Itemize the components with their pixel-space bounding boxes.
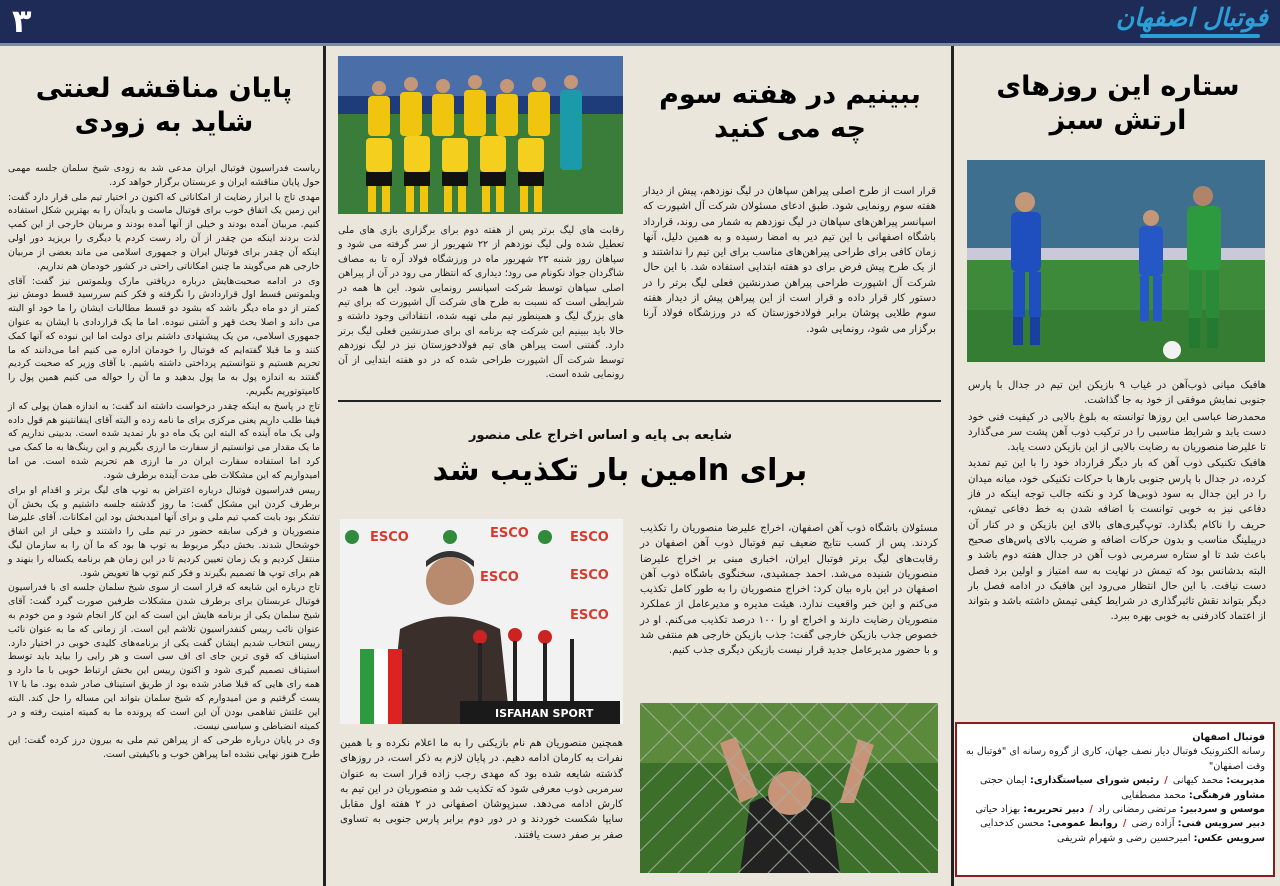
center-top-headline-line1: ببینیم در هفته سوم: [659, 79, 921, 110]
svg-text:ESCO: ESCO: [570, 568, 609, 583]
logo-swash-icon: [1140, 34, 1260, 38]
top-divider: [0, 43, 1280, 46]
credits-value: محمد مصطفایی: [1121, 789, 1186, 801]
section-divider: [338, 400, 941, 402]
center-bottom-kicker: شایعه بی پایه و اساس اخراج علی منصور: [468, 428, 732, 443]
credits-label: مدیریت:: [1226, 775, 1265, 787]
left-paragraph: رییس فدراسیون فوتبال درباره اعتراض به توپ های لیگ برتر و اقدام او برای برطرف کردن این مشکل گفت: ما روز گذشته جلسه داشتیم و یک بخش آن تشکر بود بابت کمپ تیم ملی و برای آنها امیدبخش بود این امکانات. آقای علیرضا منصوریان و فرکی سابقه حضور در تیم ملی را داشتند و خیلی از این اتفاق خوشحال شدند. بخش دیگر مربوط به توپ ها بود که ما آن را به سازمان لیگ منتقل کردیم و یک زمان تعیین کردیم تا در این زمان هم برنامه یکساله را بنهند و هم برای توپ ها تصمیم بگیرند و فکر کنم توپ ها تعویض شود.: [8, 484, 320, 579]
credits-separator-icon: /: [1089, 803, 1093, 815]
center-top-body-right: [643, 184, 936, 338]
column-rule-right: [951, 46, 954, 886]
left-headline-line1: پایان مناقشه لعنتی: [35, 73, 293, 104]
publication-logo: فوتبال اصفهان: [1115, 3, 1268, 32]
credits-value: ایمان حجتی: [980, 775, 1027, 787]
center-bottom-body-right: [640, 521, 938, 660]
center-top-headline-line2: چه می کنید: [713, 112, 866, 144]
credits-label: موسس و سردبیر:: [1179, 803, 1265, 815]
svg-text:ESCO: ESCO: [480, 570, 519, 585]
left-paragraph: تاج در پاسخ به اینکه چقدر درخواست داشته اند گفت: به اندازه همان پولی که از فیفا طلب داریم یعنی مرکزی برای ما نامه زده و البته آقای اینفانتینو هم قول داده ولی یک ماه آینده که البته این یک ماه دو بار تمدید شده است. بدبینی نداریم که ما یک مقدار می توانستیم از سفارت ما ارزی بگیریم و این رینگ‌ها به ما کمک می کرد اما استفاده سفارت ایران در ما ارزی هم تحریم شده است. من اما امیدواریم که این مشکلات طی مدت آینده برطرف شود.: [8, 400, 320, 481]
coach-fence-photo: [640, 703, 938, 873]
center-bottom-paragraph: همچنین منصوریان هم نام بازیکنی را به ما اعلام نکرده و با همین نفرات به کارمان ادامه دهیم. در پایان لازم به ذکر است، در روزهای گذشته شایعه شده بود که مهدی رجب زاده قرار است به عنوان سرمربی ذوب معرفی شود که تکذیب شد و منصوریان در این تیم به کارش ادامه می‌دهد. سبزپوشان اصفهانی در ۲ هفته اول مقابل سایپا شکست خوردند و در دور دوم برابر پارس جنوبی به تساوی صفر بر صفر دست یافتند.: [340, 738, 623, 841]
team-photo-yellow: [338, 56, 623, 214]
center-top-paragraph: رقابت های لیگ برتر پس از هفته دوم برای برگزاری بازی های ملی تعطیل شده ولی لیگ نوزدهم از ۲۲ شهریور از سر گرفته می شود و سپاهان روز شنبه ۲۳ شهریور ماه در ورزشگاه فولاد آره تا به مصاف شاگردان جواد نکونام می رود؛ دیداری که انتظار می رود در آن از پیراهن اصلی سپاهان توسط شرکت اسپانسر رونمایی شود. این ها همه در شرایطی است که نسبت به طرح های شرکت آل اشپورت که برای تیم های بزرگ لیگ و همینطور تیم ملی تهیه شده، انتقاداتی وجود داشته و حالا باید ببینیم این شرکت چه برنامه ای برای صدرنشین فعلی لیگ برتر دارد. گفتنی است پیراهن های تیم فولادخوزستان نیز در لیگ نوزدهم توسط شرکت آل اشپورت طراحی شده که در دو هفته ابتدایی از آن رونمایی شده است.: [338, 225, 625, 380]
credits-value: بهزاد حیاتی: [975, 803, 1021, 815]
credits-label: سرویس عکس:: [1193, 832, 1265, 844]
credits-label: دبیر سرویس فنی:: [1177, 818, 1265, 830]
svg-text:ESCO: ESCO: [570, 530, 609, 545]
column-rule-left: [323, 46, 326, 886]
center-top-body-left: [338, 224, 624, 383]
right-paragraph: محمدرضا عباسی این روزها توانسته به بلوغ بالایی در کیفیت فنی خود دست یابد و شرایط مناسبی را در ترکیب ذوب آهن پشت سر می‌گذارد تا علیرضا منصوریان به رضایت بالایی از این بازیکن دست یابد.: [968, 411, 1266, 454]
right-headline-line2: ارتش سبز: [1049, 104, 1187, 136]
center-bottom-paragraph: مسئولان باشگاه ذوب آهن اصفهان، اخراج علیرضا منصوریان را تکذیب کردند. پس از کسب نتایج ضعیف تیم فوتبال ذوب آهن اصفهان در رقابت‌های لیگ برتر فوتبال ایران، اخباری مبنی بر اخراج علیرضا منصوریان شنیده می‌شد. احمد جمشیدی، سخنگوی باشگاه ذوب آهن اصفهان در این باره بیان کرد: اخراج منصوریان را به طور کامل تکذیب می‌کنم و این خبر واقعیت ندارد. هیئت مدیره و مدیرعامل از عملکرد منصوریان رضایت دارند و اخراج او را ۱۰۰ درصد تکذیب می‌کنم. او در خصوص جذب بازیکن خارجی گفت: جذب بازیکن خارجی هم منتفی شد و با حضور مدیرعامل جدید قرار نیست بازیکن دیگری جذب کنیم.: [640, 523, 938, 657]
left-paragraph: ریاست فدراسیون فوتبال ایران مدعی شد به زودی شیخ سلمان جلسه مهمی حول پایان مناقشه ایران و عربستان برگزار خواهد کرد.: [8, 163, 320, 188]
right-headline-line1: ستاره این روزهای: [996, 71, 1240, 102]
credits-label: رئیس شورای سیاستگذاری:: [1030, 775, 1160, 787]
top-banner: [0, 0, 1280, 43]
right-paragraph: هافبک تکنیکی ذوب آهن که بار دیگر قرارداد خود را با این تیم تمدید کرده، در جدال با پارس جنوبی بارها با حرکات تکنیکی خود، میانه میدان را در این جدال به سود ذوبی‌ها کرد و نکته جالب توجه اینکه در فاز دفاعی نیز به خوبی توانست با اضافه شدن به خط دفاعی تیمش، حریف را ناکام بگذارد. توپ‌گیری‌های بالای این بازیکن و در کنار آن دریبلینگ مناسب و بدون حرکات اضافه و ضریب بالای پاس‌های صحیح باعث شد تا او ستاره سرمربی ذوب آهن در جدال هفته دوم باشد و البته بدشانس بود که تیمش در نهایت به سه امتیاز و اولین برد فصل دست نیافت. با این حال انتظار می‌رود این هافبک در ادامه فصل بار دیگر بتواند نقش تاثیرگذاری در شرایط کیفی تیمش داشته باشد و بتواند از اعتماد کادرفنی به خوبی بهره ببرد.: [968, 458, 1266, 623]
credits-title: فوتبال اصفهان: [1192, 732, 1265, 743]
right-article-body: [968, 378, 1266, 626]
credits-value: محسن کدخدایی: [980, 818, 1045, 830]
credits-separator-icon: /: [1122, 818, 1127, 830]
credits-label: دبیر تحریریه:: [1023, 803, 1085, 815]
left-paragraph: تاج درباره این شایعه که قرار است از سوی شیخ سلمان جلسه ای با فدراسیون فوتبال عربستان برای برطرف شدن مشکلات طرفین صورت گیرد گفت: آقای شیخ سلمان یکی از برنامه هایش این است که این کار انجام شود و من خودم به عنوان نائب رییس کنفدراسیون تلاشم این است. از زمانی که ما به عنوان نائب رییس انتخاب شدیم ایشان گفت یکی از برنامه‌های کلیدی خوبی در اختیار دارد. استیناف که قوی ترین جای ای اف سی است و هر رایی را بیاید باید توسط استیناف تصمیم گیری شود و اکنون رییس این بخش ارتباط خوبی با ما دارد و همه رای هایی که قبلا صادر شده بود از طریق استیناف صادر شده بود. ما با ۱۷ پست گرفتیم و من امیدوارم که شیخ سلمان بتواند این مساله را حل کند. البته این علتش تفاهمی بودن آن این است که پرونده ما به کمیته امنیت رفته و در کمیته انضباطی و سیاسی نیست.: [8, 582, 320, 732]
center-bottom-body-left: [340, 736, 623, 844]
credits-value: امیرحسین رضی و شهرام شریفی: [1057, 832, 1191, 844]
right-article-headline: [968, 70, 1268, 138]
credits-value: محمد کیهانی: [1172, 775, 1224, 787]
svg-text:ISFAHAN SPORT: ISFAHAN SPORT: [495, 707, 594, 720]
left-paragraph: وی در ادامه صحبت‌هایش درباره دریافتی مارک ویلموتس نیز گفت: آقای ویلموتس قسط اول قراردادش را نگرفته و فکر کنم سررسید قسط دومش نیز کمتر از دو ماه دیگر باشد که بشود دو قسط مطالبات ایشان را ما خود او البته می داند و اصلا بحث قهر و آشتی نبوده. اما ما یک قراردادی با ایشان به عنوان جمهوری اسلامی، من یک پیشنهادی داشتم برای دولت اما این نبوده که آنها کمک کنند و ما قبلا گفته‌ایم که فوتبال را خودمان اداره می کنیم اما می‌دانند که ما تحریم هستیم و نتوانستیم پرداختی داشته باشیم. با آقای وزیر که صحبت کردیم گفتند به اندازه پول به ما پول بدهید و ما آن را حواله می کنیم همین پول را کامپتوتوریم بگیریم.: [8, 275, 320, 397]
left-paragraph: وی در پایان درباره طرحی که از پیراهن تیم ملی به بیرون درز کرده گفت: این طرح هنوز نهایی نشده اما پیراهن خوب و باکیفیتی است.: [8, 735, 320, 761]
page-number: ۳: [12, 2, 32, 40]
right-paragraph: هافبک میانی ذوب‌آهن در غیاب ۹ بازیکن این تیم در جدال با پارس جنوبی نمایش موفقی از خود به جا گذاشت.: [968, 380, 1266, 407]
credits-value: آزاده رضی: [1131, 818, 1175, 830]
credits-separator-icon: /: [1164, 775, 1168, 787]
credits-value: مرتضی رمضانی راد: [1097, 803, 1177, 815]
credits-label: روابط عمومی:: [1047, 818, 1118, 830]
center-top-headline: [640, 78, 940, 146]
credits-box: [955, 722, 1275, 877]
player-photo-green: [967, 160, 1265, 362]
svg-text:ESCO: ESCO: [570, 608, 609, 623]
credits-label: مشاور فرهنگی:: [1188, 789, 1265, 801]
left-paragraph: مهدی تاج با ابراز رضایت از امکاناتی که اکنون در اختیار تیم ملی قرار دارد گفت: این زمین یک اتفاق خوب برای فوتبال ماست و بایدآن را به بهترین شکل استفاده کنیم. مربیان آمده بودند و خیلی از آنها آمده بودند و مربیان خارجی از این کمپ لذت بردند اینکه من چقدر از آن راد رست کردم یا دیگری را بریزید دور اولی اینکه آن چقدر برای فوتبال ایران و جمهوری اسلامی می ماند بعضی از مربیان خارجی هم می‌گویند ما چنین امکاناتی راحتی در کشور خودمان هم نداریم.: [8, 191, 320, 272]
svg-text:ESCO: ESCO: [370, 530, 409, 545]
coach-press-photo: [340, 519, 623, 724]
credits-description: رسانه الکترونیک فوتبال دیار نصف جهان، کاری از گروه رسانه ای "فوتبال به وقت اصفهان": [966, 746, 1265, 772]
left-headline-line2: شاید به زودی: [74, 106, 254, 138]
left-article-headline: [10, 72, 318, 140]
left-article-body: [8, 162, 320, 763]
center-bottom-headline: برای nامین بار تکذیب شد: [432, 453, 808, 488]
svg-text:ESCO: ESCO: [490, 526, 529, 541]
center-top-paragraph: قرار است از طرح اصلی پیراهن سپاهان در لیگ نوزدهم، پیش از دیدار هفته سوم رونمایی شود. طبق ادعای مسئولان شرکت آل اشپورت که اسپانسر پیراهن‌های سپاهان در لیگ نوزدهم به شمار می روند، قرارداد باشگاه اصفهانی با این تیم دیر به امضا رسیده و به همین دلیل، آنها زمان کافی برای طراحی پیراهن‌های مناسب برای این تیم را نداشتند و از یک طرح پیش فرض برای دو هفته ابتدایی استفاده شد. با این حال شرکت آل اشپورت طراحی پیراهن صدرنشین فعلی لیگ برتر را در دستور کار قرار داده و قرار است از این پیراهن پیش از دیدار هفته سوم طلایی پوشان برابر فولادخوزستان که در ورزشگاه فولاد آرنا برگزار می شود، رونمایی شود.: [643, 186, 936, 335]
